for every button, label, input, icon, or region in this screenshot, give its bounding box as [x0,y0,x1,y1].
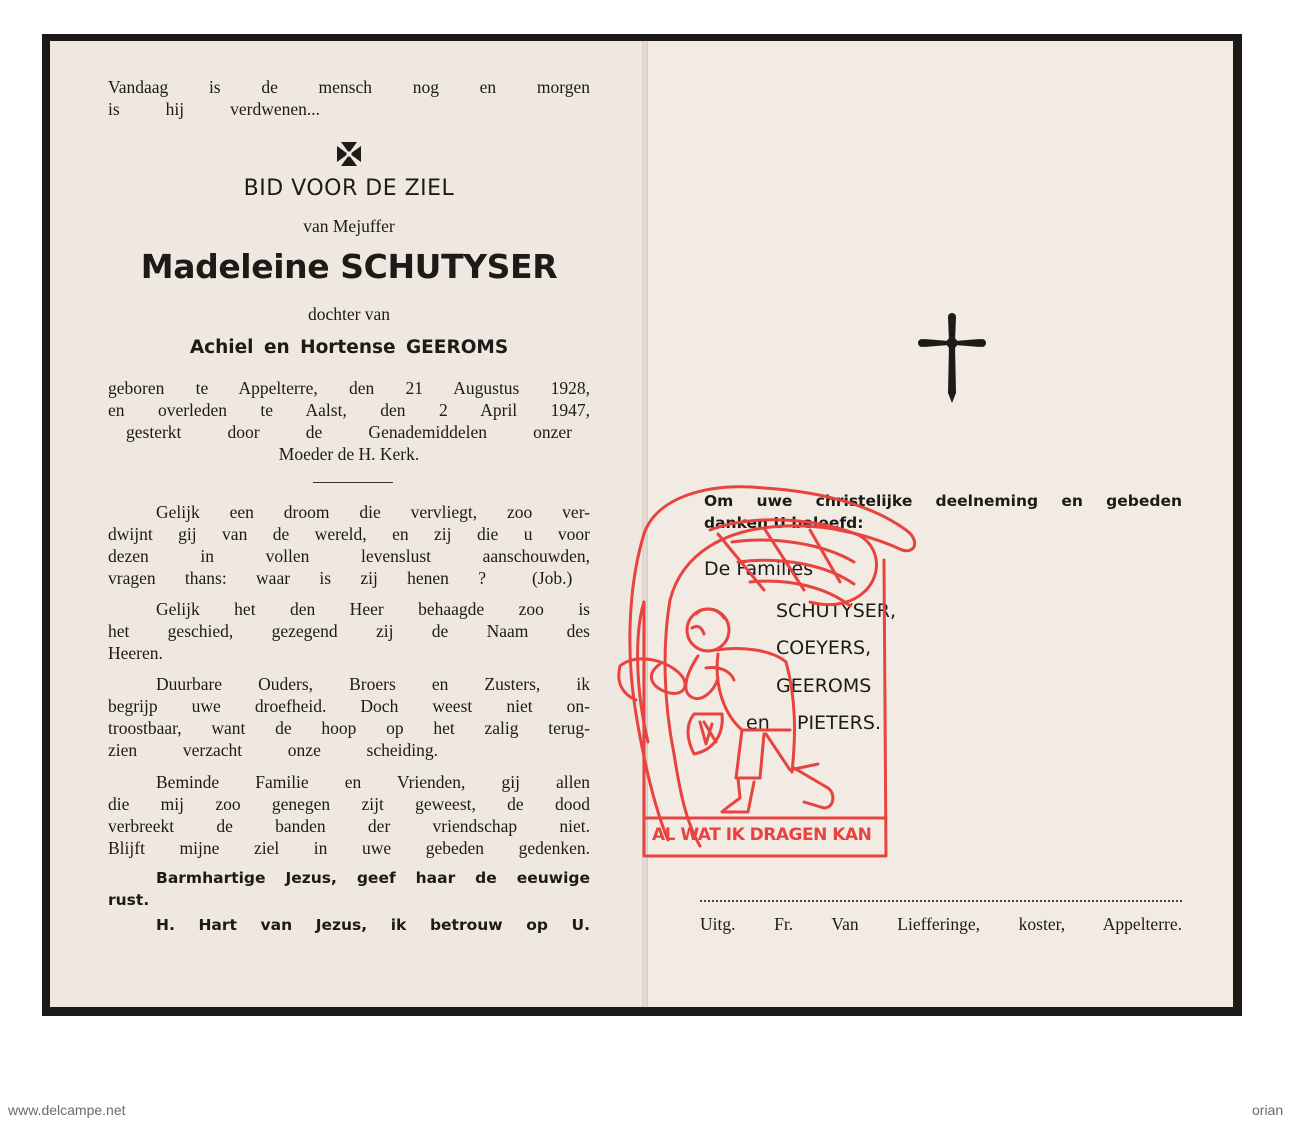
honorific: van Mejuffer [303,216,395,236]
epigraph-line-1: Vandaag is de mensch nog en morgen [108,77,590,97]
prayer-2: H. Hart van Jezus, ik betrouw op U. [156,916,590,934]
paragraph-3-line-4: zien verzacht onze scheiding. [108,740,438,760]
paragraph-2-line-3: Heeren. [108,643,163,663]
family-geeroms: GEEROMS [776,675,872,697]
deceased-name: Madeleine SCHUTYSER [140,247,558,286]
bio-line-1: geboren te Appelterre, den 21 Augustus 1928, [108,378,590,398]
paragraph-3-line-3: troostbaar, want de hoop op het zalig terug- [108,718,590,738]
prayer-heading: BID VOOR DE ZIEL [243,176,455,201]
bio-line-2: en overleden te Aalst, den 2 April 1947, [108,400,590,420]
paragraph-1-line-3: dezen in vollen levenslust aanschouwden, [108,546,590,566]
section-divider [313,482,393,483]
thanks-line-1: Om uwe christelijke deelneming en gebeden [704,492,1182,510]
red-ink-stamp [614,478,934,864]
paragraph-1-line-4: vragen thans: waar is zij henen ? [108,568,486,588]
paragraph-3-line-1: Duurbare Ouders, Broers en Zusters, ik [156,674,590,694]
epigraph-line-2: is hij verdwenen... [108,99,320,119]
paragraph-4-line-4: Blijft mijne ziel in uwe gebeden gedenken. [108,838,590,858]
stamp-motto: AL WAT IK DRAGEN KAN [652,825,872,845]
bio-line-4: Moeder de H. Kerk. [278,444,420,464]
watermark-left: www.delcampe.net [8,1102,126,1118]
latin-cross-icon [918,313,986,405]
watermark-right: orian [1252,1102,1284,1118]
thanks-line-2: danken U beleefd: [704,514,864,532]
scripture-reference: (Job.) [532,568,573,588]
bio-line-3: gesterkt door de Genademiddelen onzer [126,422,572,442]
paragraph-4-line-1: Beminde Familie en Vrienden, gij allen [156,772,590,792]
parents-names: Achiel en Hortense GEEROMS [189,337,509,358]
paragraph-4-line-2: die mij zoo genegen zijt geweest, de dood [108,794,590,814]
family-pieters: PIETERS. [797,712,881,734]
family-conjunction: en [746,712,770,734]
paragraph-3-line-2: begrijp uwe droefheid. Doch weest niet on- [108,696,590,716]
maltese-cross-icon [333,138,365,170]
relation: dochter van [307,304,391,324]
printer-imprint: Uitg. Fr. Van Liefferinge, koster, Appelterre. [700,914,1182,934]
paragraph-2-line-1: Gelijk het den Heer behaagde zoo is [156,599,590,619]
prayer-1-line-2: rust. [108,891,150,909]
family-schutyser: SCHUTYSER, [776,600,897,622]
paragraph-4-line-3: verbreekt de banden der vriendschap niet. [108,816,590,836]
families-intro: De Families [704,558,814,580]
paragraph-1-line-1: Gelijk een droom die vervliegt, zoo ver- [156,502,590,522]
prayer-1-line-1: Barmhartige Jezus, geef haar de eeuwige [156,869,590,887]
family-coeyers: COEYERS, [776,637,872,659]
paragraph-1-line-2: dwijnt gij van de wereld, en zij die u voor [108,524,590,544]
paragraph-2-line-2: het geschied, gezegend zij de Naam des [108,621,590,641]
printer-rule [700,900,1182,902]
